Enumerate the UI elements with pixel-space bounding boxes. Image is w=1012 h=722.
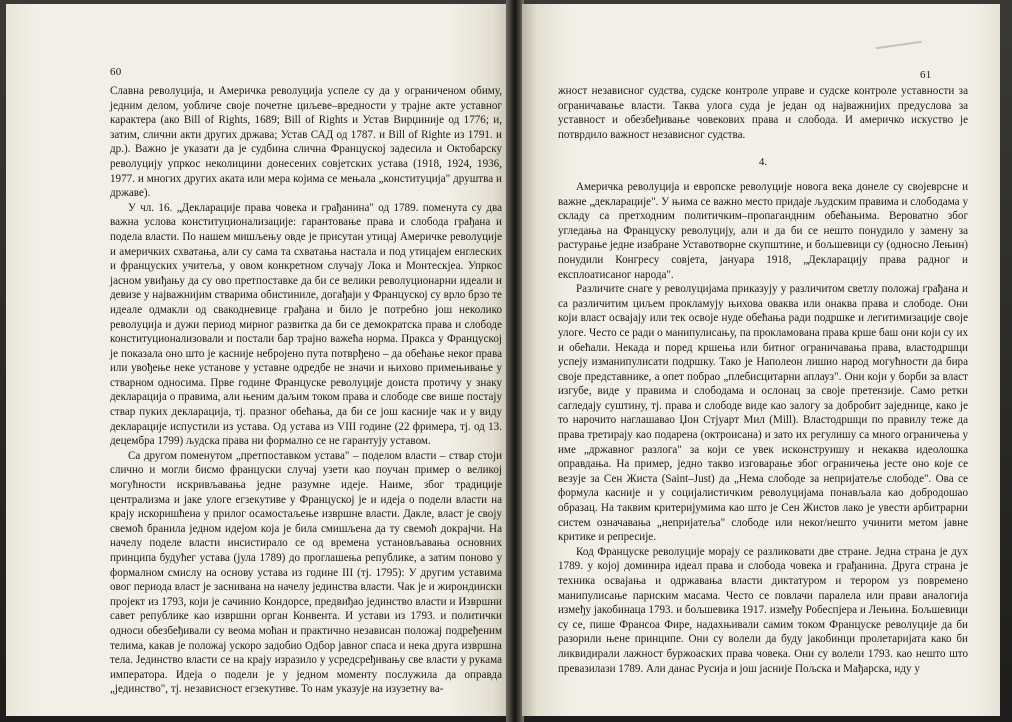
right-page (522, 4, 1000, 716)
left-page (6, 4, 508, 716)
right-text-column (558, 84, 968, 676)
paragraph: Америчка револуција и европске револуције новога века донеле су својеврсне и важне „декларације". У њима се важно место придаје људским правима и слободама у складу са претходним политичким–пропагандним обећањима. Вероватно због угледања на Француску револуцију, али и да би се нешто понудило у замену за растурање једне изабране Уставотворне скупштине, и бољшевици су (односно Лењин) понудили Конгресу совјета, јануара 1918, „Декларацију права радног и експлоатисаног народа". (558, 180, 968, 281)
page-number-left: 60 (110, 66, 122, 78)
paragraph: Различите снаге у револуцијама приказују у различитом светлу положај грађана и са различитим циљем прокламују њихова оваква или онаква права и слободе. Они који власт освајају или тек освоје нуде обећања ради подршке и легитимизације своје улоге. Често се ради о манипулисању, па прокламована права крше баш они који су их и обећали. Некада и поред кршења или битног ограничавања права, властодршци успеју изманипулисати подршку. Тако је Наполеон лишио народ могућности да бира своје представнике, а опет побрао „плебисцитарни аплауз". Они који у борби за власт изгубе, виде у правима и слободама и ослонац за своје претензије. Само ретки сагледају суштину, тј. права и слободе виде као залогу за добробит заједнице, како је то нарочито наглашавао Џон Стјуарт Мил (Mill). Властодршци по правилу теже да права третирају као подарена (октроисана) и зато их регулишу са много ограничења у име „државног разлога" за који се увек исконструишу и некаква идеолошка оправдања. На пример, једно такво изговарање због ограничења јесте оно које се везује за Сен Жиста (Saint–Just) да „Нема слободе за непријатеље слободе". Ова се формула касније и у социјалистичким револуцијама понављала као добродошао образац. На таквим критеријумима као што је Сен Жистов лако је увести арбитрарни систем означавања „непријатеља" слободе или некоr/нешто учинити метом јавне критике и репресије. (558, 283, 968, 544)
section-number: 4. (758, 156, 768, 169)
page-number-right: 61 (920, 69, 932, 81)
pencil-mark (876, 41, 922, 49)
paragraph: Код Француске револуције морају се разликовати две стране. Једна страна је дух 1789. у којој доминира идеал права и слобода човека и грађанина. Друга страна је техника освајања и одржавања власти диктатуром и терором уз повремено манипулисање париским масама. Често се повлачи паралела или прави аналогија између јакобинаца 1793. и бољшевика 1917. између Робеспјера и Лењина. Бољшевици су се, пише Франсоа Фире, надахњивали самим током Француске револуције да би разорили њене принципе. Они су волели да буду јакобинци пролетаријата како би ликвидирали лажност буржоаских права човека. Они су волели 1793. као нешто што превазилази 1789. Али данас Русија и још јасније Пољска и Мађарска, иду у (558, 545, 968, 675)
paragraph: жност независног судства, судске контроле управе и судске контроле уставности за ограничавање власти. Таква улога суда је један од најважнијих предуслова за уставност и обезбеђивање човекових права и слобода. И америчко искуство је потврдило важност независног судства. (558, 85, 968, 141)
paragraph: У чл. 16. „Декларације права човека и грађанина" од 1789. поменута су два важна услова конституционализације: гарантовање права и слобода грађана и подела власти. По нашем мишљењу овде је присутан утицај Америчке револуције и америчких схватања, али су сама та схватања настала и под утицајем енглеских и француских учитеља, у овом конкретном случају Лока и Монтескјеа. Упркос јасном увиђању да су ово претпоставке да би се велики револуционарни идеали и девизе у најважнијим стварима обистиниле, догађаји у Француској су врло брзо те идеале одмакли од свакодневице грађана и било је потребно још неколико револуција и дужи период мирног развитка да би се демократска права и слободе конституционализовали и постали бар трајно важећа норма. Пракса у Француској је показала оно што је касније небројено пута потврђено – да обећање некоr права или увођење неке установе у уставне одредбе не значи и њихово примењивање у стварном односима. Прве године Француске револуције доиста протичу у знаку декларација о правима, али њеним даљим током права и слободе све више постају ствар пуких декларација, тј. празног обећања, да би се још касније чак и у виду декларације испустили из устава. Од устава из VIII године (22 фримера, тј. од 13. децембра 1799) људска права ни формално се не гарантују уставом. (110, 201, 502, 448)
paragraph: Славна револуција, и Америчка револуција успеле су да у ограниченом обиму, једним делом, уобличе своје почетне циљеве–вредности у трајне акте уставног карактера (ако Bill of Rights, 1689; Bill of Rights и Устав Вирџиније од 1776; и, затим, слични акти других држава; Устав САД од 1787. и Bill of Righte из 1791. и др.). Важно је указати да је судбина слична Француској задесила и Октобарску револуцију упркос неколицини донесених совјетских устава (1918, 1924, 1936, 1977. и многих других аката или мера којима се мењала „конституција" друштва и државе). (110, 85, 502, 200)
left-text-column (110, 84, 502, 697)
paragraph: Са другом поменутом „претпоставком устава" – поделом власти – ствар стоји слично и могли бисмо француски случај узети као поучан пример о великој могућности искривљавања једне разумне идеје. Наиме, због традиције централизма и јаке улоге егзекутиве у Француској је и идеја о подели власти на крају искоришћена у прилог осамостаљење извршне власти. Дакле, власт је своју свемоћ бранила једном идејом која је била смишљена да ту свемоћ докрајчи. На начелу поделе власти инсистирало се од времена установљавања основних принципа будућег устава (јула 1789) до проглашења републике, а затим поново у формалном смислу на основу устава из године III (тј. 1795): У другим уставима овог периода власт је заснивана на начелу јединства власти. Чак је и жирондински пројект из 1793, који је сачинио Кондорсе, предвиђао јединство власти и Извршни савет републике као извршни орган Конвента. И устави из 1793. и политички односи обезбеђивали су веома моћан и практично независан положај подређеним телима, какав је положај ускоро задобио Одбор јавног спаса и нека друга извршна тела. Јединство власти се на крају изразило у усредсређивању све власти у рукама императора. Идеја о подели је у једном моменту послужила да оправда „јединство", тј. независност егзекутиве. То нам указује на изузетну ва- (110, 449, 502, 696)
